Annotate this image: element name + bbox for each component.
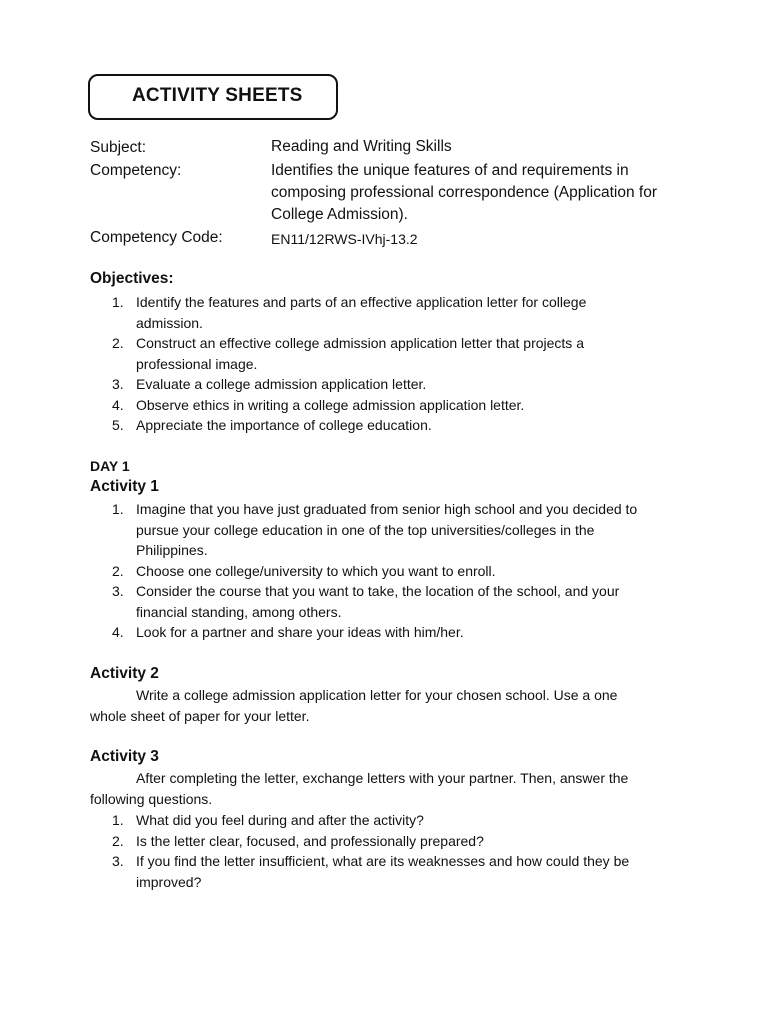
- list-item: [90, 333, 690, 374]
- list-item-line: professional image.: [136, 355, 258, 372]
- list-item-number: 1.: [112, 812, 124, 828]
- list-item-number: 4.: [112, 396, 124, 413]
- competency-line: College Admission).: [271, 206, 408, 223]
- list-item-line: Is the letter clear, focused, and professionally prepared?: [136, 832, 484, 849]
- list-item-line: Construct an effective college admission application letter that projects a: [136, 335, 584, 351]
- list-item-line: admission.: [136, 314, 203, 331]
- title-box: [88, 74, 338, 120]
- activity-3-paragraph: [90, 768, 680, 810]
- list-item-number: 1.: [112, 501, 124, 517]
- list-item: [90, 561, 690, 582]
- list-item-number: 1.: [112, 294, 124, 310]
- list-item-line: Imagine that you have just graduated from senior high school and you decided to: [136, 501, 638, 517]
- list-item: [90, 374, 690, 395]
- activity-2-paragraph: [90, 685, 680, 727]
- activity-1-list: [90, 499, 690, 643]
- list-item-line: financial standing, among others.: [136, 603, 342, 620]
- list-item-line: Philippines.: [136, 542, 208, 558]
- list-item-number: 5.: [112, 417, 124, 433]
- list-item-number: 2.: [112, 335, 124, 351]
- paragraph-line: following questions.: [90, 791, 213, 807]
- subject-label: Subject:: [90, 139, 147, 156]
- competency-line: composing professional correspondence (Application for: [271, 184, 657, 201]
- list-item-line: Look for a partner and share your ideas with him/her.: [136, 624, 464, 640]
- day-label: DAY 1: [90, 458, 130, 474]
- paragraph-line: After completing the letter, exchange letters with your partner. Then, answer the: [136, 770, 629, 786]
- list-item: [90, 851, 690, 892]
- list-item-line: Consider the course that you want to take, the location of the school, and your: [136, 583, 620, 599]
- list-item-line: If you find the letter insufficient, what are its weaknesses and how could they be: [136, 853, 630, 869]
- list-item-number: 3.: [112, 853, 124, 869]
- list-item: [90, 810, 690, 831]
- list-item: [90, 415, 690, 436]
- list-item-number: 4.: [112, 624, 124, 640]
- subject-value: Reading and Writing Skills: [271, 138, 452, 155]
- activity-1-heading: Activity 1: [90, 478, 159, 495]
- list-item-line: Appreciate the importance of college education.: [136, 417, 432, 433]
- list-item-line: pursue your college education in one of the top universities/colleges in the: [136, 521, 595, 538]
- list-item: [90, 581, 690, 622]
- competency-code-label: Competency Code:: [90, 229, 223, 246]
- competency-label: Competency:: [90, 162, 182, 179]
- list-item-line: Observe ethics in writing a college admission application letter.: [136, 396, 525, 413]
- objectives-list: [90, 292, 690, 436]
- list-item-line: Choose one college/university to which you want to enroll.: [136, 562, 496, 579]
- list-item-line: Identify the features and parts of an effective application letter for college: [136, 294, 587, 310]
- list-item-number: 2.: [112, 832, 124, 849]
- list-item-line: improved?: [136, 873, 202, 890]
- list-item: [90, 622, 690, 643]
- activity-2-heading: Activity 2: [90, 665, 159, 682]
- objectives-heading: Objectives:: [90, 270, 174, 287]
- list-item-number: 3.: [112, 376, 124, 392]
- activity-3-heading: Activity 3: [90, 748, 159, 765]
- list-item: [90, 831, 690, 852]
- list-item: [90, 292, 690, 333]
- paragraph-line: whole sheet of paper for your letter.: [90, 708, 310, 724]
- list-item: [90, 499, 690, 561]
- competency-code-value: EN11/12RWS-IVhj-13.2: [271, 231, 418, 247]
- competency-value: [271, 160, 657, 226]
- activity-3-questions-list: [90, 810, 690, 892]
- paragraph-line: Write a college admission application letter for your chosen school. Use a one: [136, 687, 618, 703]
- competency-line: Identifies the unique features of and requirements in: [271, 162, 629, 179]
- list-item-line: Evaluate a college admission application letter.: [136, 376, 427, 392]
- list-item: [90, 395, 690, 416]
- page-title: ACTIVITY SHEETS: [132, 85, 303, 106]
- list-item-number: 2.: [112, 562, 124, 579]
- list-item-line: What did you feel during and after the activity?: [136, 812, 424, 828]
- list-item-number: 3.: [112, 583, 124, 599]
